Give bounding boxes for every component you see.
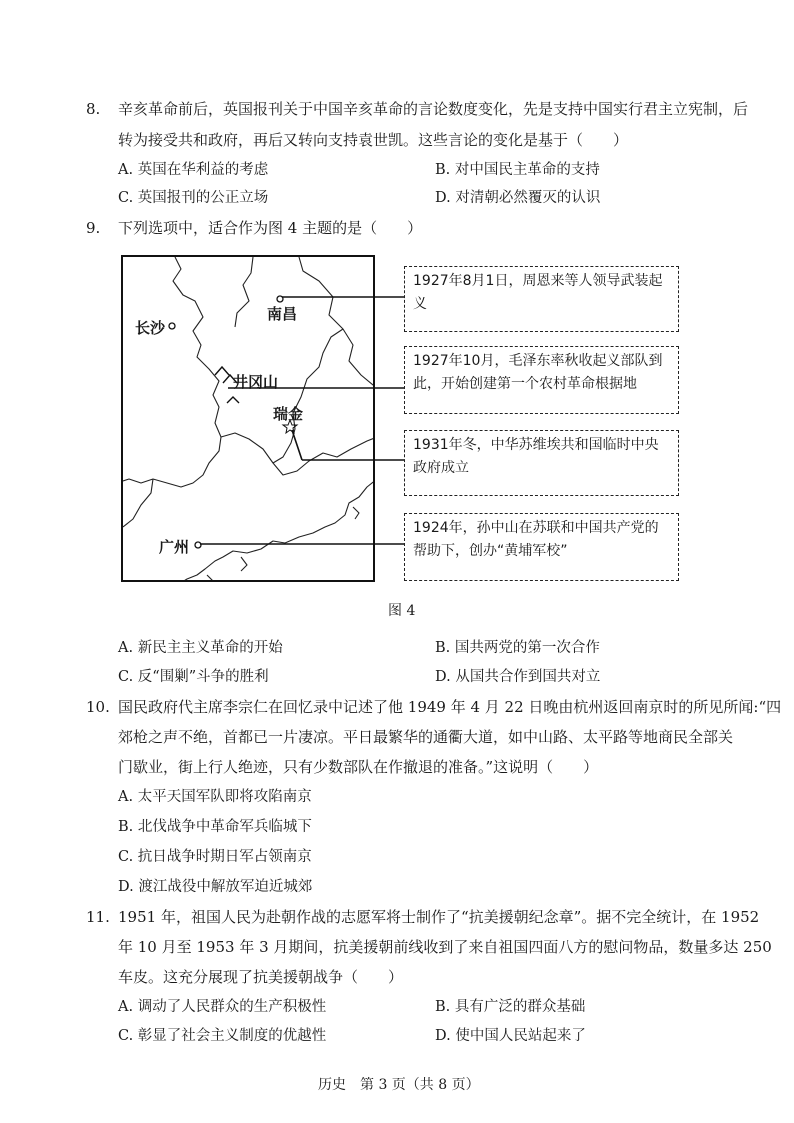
callout-whampoa-academy: 1924年，孙中山在苏联和中国共产党的帮助下，创办“黄埔军校”: [404, 513, 679, 581]
figure-caption: 图 4: [388, 603, 416, 619]
map-label-nanchang: 南昌: [267, 305, 298, 323]
map-label-guangzhou: 广州: [159, 538, 190, 556]
question-10-option-c: C. 抗日战争时期日军占领南京: [118, 849, 312, 865]
map-label-ruijin: 瑞金: [273, 405, 304, 423]
question-9-number: 9.: [86, 219, 101, 237]
callout-nanchang-uprising: 1927年8月1日，周恩来等人领导武装起义: [404, 266, 679, 332]
page-footer: 历史 第 3 页（共 8 页）: [318, 1077, 480, 1093]
question-10-stem-line2: 郊枪之声不绝，首都已一片凄凉。平日最繁华的通衢大道，如中山路、太平路等地商民全部关: [118, 728, 734, 746]
question-9-option-d: D. 从国共合作到国共对立: [435, 669, 601, 685]
question-11-option-c: C. 彰显了社会主义制度的优越性: [118, 1028, 327, 1044]
question-9-option-c: C. 反“围剿”斗争的胜利: [118, 669, 269, 685]
question-9-option-b: B. 国共两党的第一次合作: [435, 640, 600, 656]
question-10-number: 10.: [86, 698, 110, 716]
callout-ruijin-government: 1931年冬，中华苏维埃共和国临时中央政府成立: [404, 430, 679, 496]
map-label-jinggangshan: 井冈山: [233, 373, 279, 391]
question-9-option-a: A. 新民主主义革命的开始: [118, 640, 283, 656]
question-11-stem-line2: 年 10 月至 1953 年 3 月期间，抗美援朝前线收到了来自祖国四面八方的慰问物品，数量多达 250: [118, 938, 772, 956]
question-11-option-b: B. 具有广泛的群众基础: [435, 999, 586, 1015]
question-10-stem-line1: 国民政府代主席李宗仁在回忆录中记述了他 1949 年 4 月 22 日晚由杭州返回南京时的所见所闻:“四: [118, 698, 782, 716]
callout-jinggangshan-base: 1927年10月，毛泽东率秋收起义部队到此，开始创建第一个农村革命根据地: [404, 346, 679, 414]
question-8-option-a: A. 英国在华利益的考虑: [118, 162, 269, 178]
question-8-option-c: C. 英国报刊的公正立场: [118, 190, 269, 206]
question-11-option-a: A. 调动了人民群众的生产积极性: [118, 999, 327, 1015]
map-label-changsha: 长沙: [135, 319, 166, 337]
question-10-stem-line3: 门歇业，街上行人绝迹，只有少数部队在作撤退的准备。”这说明（ ）: [118, 758, 599, 776]
question-9-stem: 下列选项中，适合作为图 4 主题的是（ ）: [118, 219, 423, 237]
question-8-stem-line1: 辛亥革命前后，英国报刊关于中国辛亥革命的言论数度变化，先是支持中国实行君主立宪制，后: [118, 100, 749, 118]
question-8-option-b: B. 对中国民主革命的支持: [435, 162, 600, 178]
question-8-stem-line2: 转为接受共和政府，再后又转向支持袁世凯。这些言论的变化是基于（ ）: [118, 131, 629, 149]
question-8-number: 8.: [86, 100, 101, 118]
question-8-option-d: D. 对清朝必然覆灭的认识: [435, 190, 601, 206]
question-10-option-a: A. 太平天国军队即将攻陷南京: [118, 789, 312, 805]
question-11-option-d: D. 使中国人民站起来了: [435, 1028, 586, 1044]
question-11-stem-line1: 1951 年，祖国人民为赴朝作战的志愿军将士制作了“抗美援朝纪念章”。据不完全统计，在 1952: [118, 908, 760, 926]
question-11-number: 11.: [86, 908, 110, 926]
question-10-option-d: D. 渡江战役中解放军迫近城郊: [118, 879, 313, 895]
question-10-option-b: B. 北伐战争中革命军兵临城下: [118, 819, 312, 835]
question-11-stem-line3: 车皮。这充分展现了抗美援朝战争（ ）: [118, 968, 404, 986]
